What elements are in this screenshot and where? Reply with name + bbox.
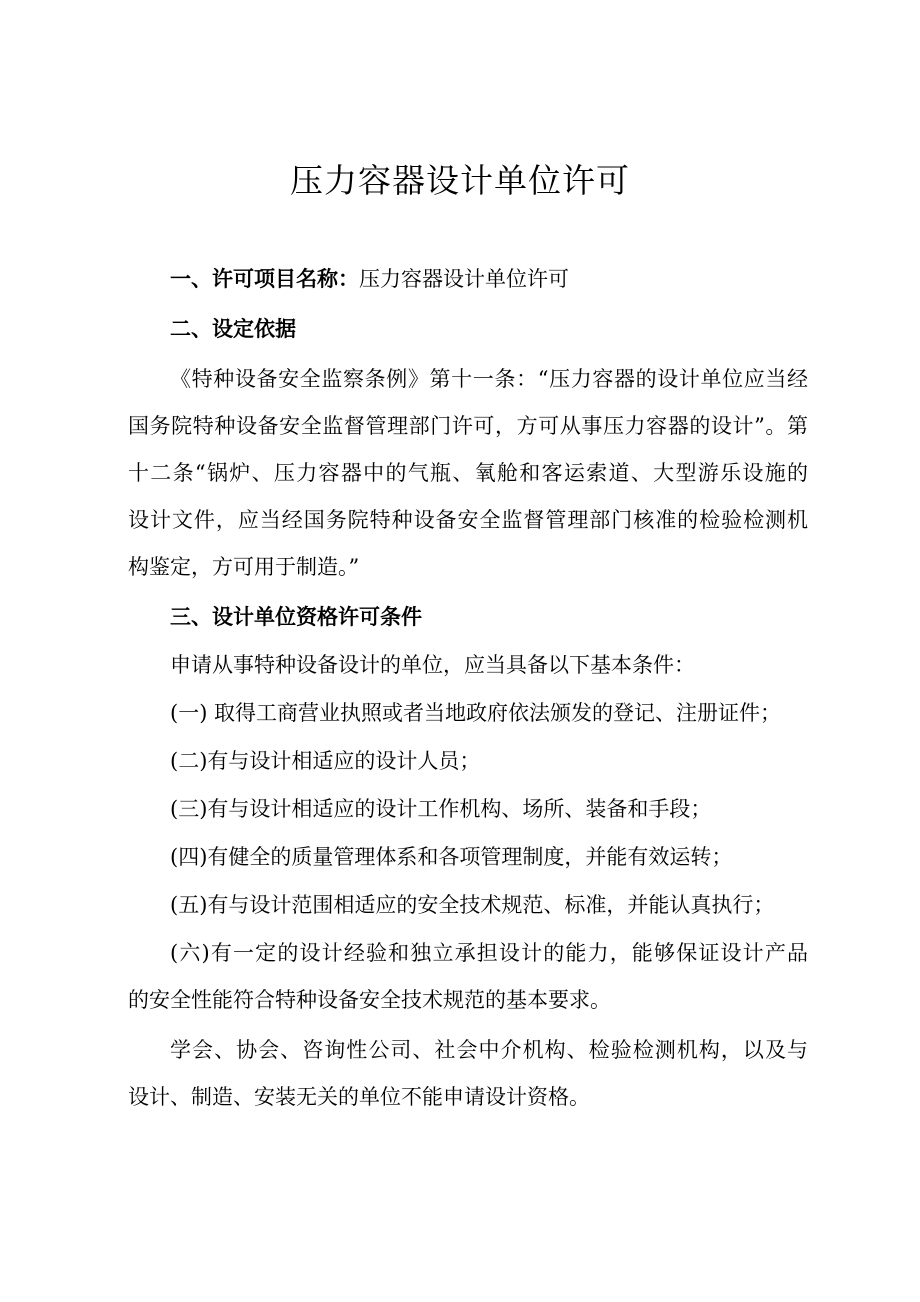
basis-line: 设计文件，应当经国务院特种设备安全监督管理部门核准的检验检测机 (128, 508, 808, 532)
basis-line: 国务院特种设备安全监督管理部门许可，方可从事压力容器的设计”。第 (128, 414, 808, 438)
condition-item: (六)有一定的设计经验和独立承担设计的能力，能够保证设计产品 (170, 941, 808, 965)
section2-heading: 二、设定依据 (170, 316, 296, 341)
basis-line: 十二条“锅炉、压力容器中的气瓶、氧舱和客运索道、大型游乐设施的 (128, 461, 808, 485)
condition-item-continued: 的安全性能符合特种设备安全技术规范的基本要求。 (128, 988, 611, 1012)
page-title: 压力容器设计单位许可 (290, 161, 630, 200)
conditions-intro: 申请从事特种设备设计的单位，应当具备以下基本条件： (170, 653, 695, 677)
section1-line (170, 264, 850, 294)
basis-line: 构鉴定，方可用于制造。” (128, 555, 360, 579)
section3-heading: 三、设计单位资格许可条件 (170, 604, 422, 629)
basis-line: 《特种设备安全监察条例》第十一条：“压力容器的设计单位应当经 (170, 367, 808, 391)
condition-item: (二)有与设计相适应的设计人员； (170, 749, 481, 773)
condition-item: (三)有与设计相适应的设计工作机构、场所、装备和手段； (170, 797, 712, 821)
closing-paragraph-line: 设计、制造、安装无关的单位不能申请设计资格。 (128, 1085, 590, 1109)
condition-item: (五)有与设计范围相适应的安全技术规范、标准，并能认真执行； (170, 893, 775, 917)
closing-paragraph-line: 学会、协会、咨询性公司、社会中介机构、检验检测机构，以及与 (170, 1038, 808, 1062)
condition-item: (一) 取得工商营业执照或者当地政府依法颁发的登记、注册证件； (170, 701, 782, 725)
condition-item: (四)有健全的质量管理体系和各项管理制度，并能有效运转； (170, 845, 733, 869)
section1-heading: 一、许可项目名称： (170, 266, 359, 291)
section1-text: 压力容器设计单位许可 (359, 267, 569, 291)
